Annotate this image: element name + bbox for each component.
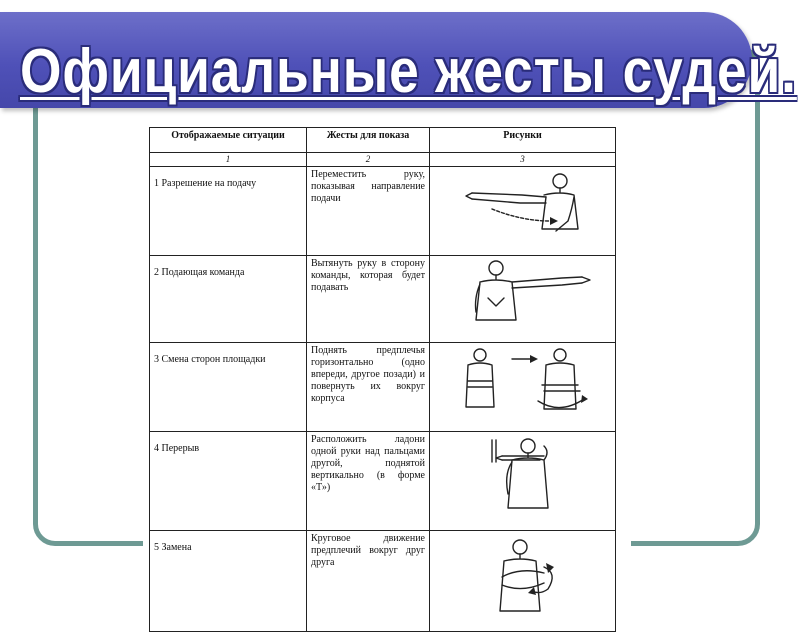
- referee-substitution-icon: [430, 531, 616, 632]
- header-situations: Отображаемые ситуации: [150, 128, 307, 153]
- referee-serving-team-icon: [430, 256, 616, 343]
- header-pictures: Рисунки: [430, 128, 616, 153]
- gesture-cell: Переместить руку, показывая направление подачи: [307, 167, 430, 256]
- table-row: [150, 343, 616, 432]
- gesture-cell: Круговое движение предплечий вокруг друг друга: [307, 531, 430, 632]
- situation-cell: 1 Разрешение на подачу: [150, 167, 307, 256]
- gesture-cell: Поднять предплечья горизонтально (одно впереди, другое позади) и повернуть их вокруг корпуса: [307, 343, 430, 432]
- title-banner: [0, 12, 797, 108]
- column-number: 2: [307, 153, 430, 167]
- table-header-row: [150, 128, 616, 153]
- header-gestures: Жесты для показа: [307, 128, 430, 153]
- gesture-cell: Расположить ладони одной руки над пальцами другой, поднятой вертикально (в форме «Т»): [307, 432, 430, 531]
- situation-cell: 5 Замена: [150, 531, 307, 632]
- situation-cell: 2 Подающая команда: [150, 256, 307, 343]
- referee-time-out-icon: [430, 432, 616, 531]
- situation-cell: 3 Смена сторон площадки: [150, 343, 307, 432]
- column-number: 3: [430, 153, 616, 167]
- column-number-row: [150, 153, 616, 167]
- referee-serve-permission-icon: [430, 167, 616, 256]
- situation-cell: 4 Перерыв: [150, 432, 307, 531]
- table-row: [150, 531, 616, 632]
- table-row: [150, 167, 616, 256]
- referee-gestures-table: [149, 127, 616, 632]
- table-row: [150, 256, 616, 343]
- referee-change-courts-icon: [430, 343, 616, 432]
- column-number: 1: [150, 153, 307, 167]
- table-row: [150, 432, 616, 531]
- slide-title: Официальные жесты судей.: [20, 37, 797, 106]
- gesture-cell: Вытянуть руку в сторону команды, которая будет подавать: [307, 256, 430, 343]
- scanned-document: [143, 119, 631, 595]
